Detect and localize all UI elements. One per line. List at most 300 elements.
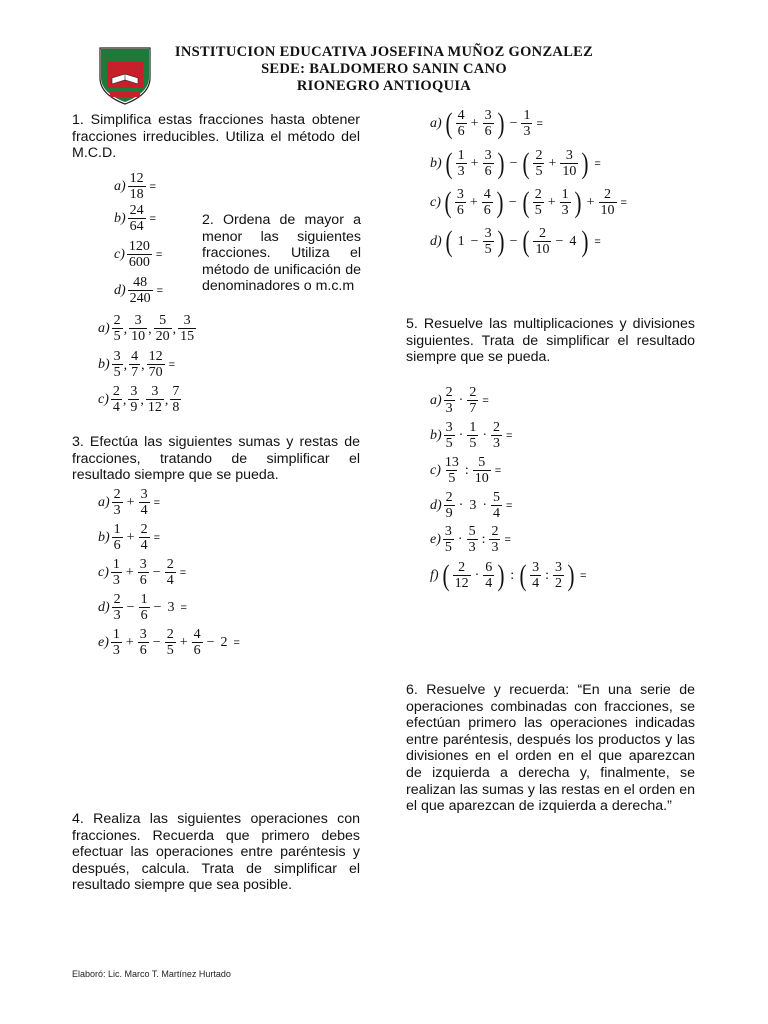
operator: · — [458, 427, 464, 443]
equals-sign: = — [506, 429, 513, 442]
operator: + — [548, 155, 557, 171]
integer: 3 — [469, 497, 477, 513]
comma: , — [122, 393, 127, 408]
numerator: 3 — [183, 313, 191, 328]
equals-sign: = — [594, 157, 601, 170]
comma: , — [123, 358, 128, 373]
exercise-label: a) — [430, 115, 442, 131]
numerator: 13 — [444, 455, 459, 470]
fraction — [112, 487, 123, 518]
fraction — [128, 203, 146, 234]
operator: − — [509, 115, 518, 131]
denominator: 4 — [140, 503, 148, 518]
denominator: 5 — [166, 643, 174, 658]
fraction — [111, 627, 122, 658]
numerator: 4 — [483, 187, 491, 202]
fraction — [111, 557, 122, 588]
fraction — [138, 627, 149, 658]
q5-exercise — [430, 385, 489, 416]
fraction — [111, 384, 122, 415]
parenthesis: ( — [522, 146, 530, 180]
fraction — [138, 557, 149, 588]
numerator: 2 — [534, 187, 542, 202]
denominator: 3 — [523, 124, 531, 139]
parenthesis: ( — [445, 146, 453, 180]
numerator: 2 — [112, 384, 120, 399]
operator: + — [179, 634, 188, 650]
fraction — [128, 384, 139, 415]
numerator: 12 — [129, 171, 144, 186]
operator: + — [470, 155, 479, 171]
parenthesis: ) — [574, 185, 582, 219]
fraction — [453, 560, 471, 591]
denominator: 3 — [468, 540, 476, 555]
denominator: 15 — [180, 329, 195, 344]
numerator: 120 — [128, 239, 150, 254]
operator: + — [469, 194, 478, 210]
q4-exercise — [430, 226, 601, 257]
denominator: 20 — [155, 329, 170, 344]
q5-exercise — [430, 560, 586, 591]
exercise-label: c) — [430, 462, 441, 478]
denominator: 240 — [129, 291, 151, 306]
integer: 4 — [569, 233, 577, 249]
equals-sign: = — [620, 196, 627, 209]
numerator: 3 — [565, 148, 573, 163]
fraction — [112, 313, 123, 344]
exercise-label: d) — [430, 497, 442, 513]
equals-sign: = — [149, 180, 157, 193]
parenthesis: ) — [581, 146, 589, 180]
denominator: 3 — [491, 540, 499, 555]
parenthesis: ( — [445, 106, 453, 140]
exercise-label: a) — [98, 320, 110, 336]
exercise-label: a) — [430, 392, 442, 408]
numerator: 1 — [469, 420, 477, 435]
fraction — [146, 384, 164, 415]
operator: − — [555, 233, 564, 249]
fraction — [521, 108, 532, 139]
denominator: 9 — [445, 506, 453, 521]
denominator: 3 — [445, 401, 453, 416]
fraction — [483, 560, 494, 591]
denominator: 3 — [457, 164, 465, 179]
denominator: 6 — [140, 608, 148, 623]
denominator: 10 — [131, 329, 146, 344]
numerator: 2 — [445, 490, 453, 505]
operator: · — [457, 531, 463, 547]
q5-exercise — [430, 420, 512, 451]
question-3-text: 3. Efectúa las siguientes sumas y restas de fracciones, tratando de simplificar el resultado siempre que se pueda. — [72, 434, 360, 484]
fraction — [599, 187, 617, 218]
denominator: 600 — [128, 255, 150, 270]
numerator: 6 — [485, 560, 493, 575]
operator: : — [510, 567, 515, 583]
exercise-label: b) — [430, 427, 442, 443]
q4-exercise — [430, 108, 543, 139]
school-name: INSTITUCION EDUCATIVA JOSEFINA MUÑOZ GONZALEZ — [174, 44, 594, 60]
equals-sign: = — [149, 212, 157, 225]
numerator: 2 — [469, 385, 477, 400]
denominator: 5 — [113, 365, 121, 380]
denominator: 6 — [193, 643, 201, 658]
comma: , — [172, 322, 177, 337]
denominator: 3 — [113, 608, 121, 623]
denominator: 4 — [140, 538, 148, 553]
fraction — [443, 524, 454, 555]
denominator: 3 — [112, 573, 120, 588]
denominator: 10 — [562, 164, 577, 179]
equals-sign: = — [504, 533, 511, 546]
fraction — [444, 420, 455, 451]
school-branch: SEDE: BALDOMERO SANIN CANO — [261, 61, 507, 77]
numerator: 4 — [193, 627, 201, 642]
denominator: 7 — [131, 365, 139, 380]
question-4-text: 4. Realiza las siguientes operaciones con fracciones. Recuerda que primero debes efectuar las operaciones entre paréntesis y después, calcula. Trata de simplificar el resultado siempre que sea posible. — [72, 811, 360, 894]
exercise-label: c) — [114, 246, 125, 262]
numerator: 3 — [456, 187, 464, 202]
fraction — [553, 560, 564, 591]
denominator: 8 — [172, 400, 180, 415]
operator: − — [152, 564, 161, 580]
numerator: 1 — [523, 108, 531, 123]
operator: : — [545, 567, 550, 583]
numerator: 2 — [538, 226, 546, 241]
denominator: 70 — [148, 365, 163, 380]
operator: · — [482, 497, 488, 513]
numerator: 4 — [131, 349, 139, 364]
question-5-text: 5. Resuelve las multiplicaciones y divisiones siguientes. Trata de simplificar el resultado siempre que se pueda. — [406, 316, 695, 366]
q4-exercise — [430, 187, 627, 218]
denominator: 6 — [113, 538, 121, 553]
fraction — [139, 522, 150, 553]
fraction — [443, 455, 461, 486]
operator: + — [125, 634, 134, 650]
fraction — [444, 490, 455, 521]
numerator: 1 — [140, 592, 148, 607]
operator: + — [586, 194, 595, 210]
denominator: 64 — [129, 219, 144, 234]
equals-sign: = — [168, 358, 176, 371]
numerator: 48 — [133, 275, 148, 290]
comma: , — [148, 322, 152, 337]
denominator: 6 — [457, 124, 465, 139]
q3-exercise — [98, 487, 160, 518]
exercise-label: a) — [98, 494, 110, 510]
author-footer: Elaboró: Lic. Marco T. Martínez Hurtado — [72, 969, 231, 979]
fraction — [165, 557, 176, 588]
fraction — [456, 148, 467, 179]
denominator: 3 — [113, 503, 121, 518]
fraction — [192, 627, 203, 658]
fraction — [178, 313, 196, 344]
numerator: 2 — [166, 557, 174, 572]
parenthesis: ) — [496, 185, 504, 219]
comma: , — [123, 322, 128, 337]
numerator: 3 — [555, 560, 563, 575]
denominator: 4 — [532, 576, 540, 591]
denominator: 6 — [139, 573, 147, 588]
q1-exercise — [114, 203, 156, 234]
q3-exercise — [98, 592, 187, 623]
q5-exercise — [430, 490, 512, 521]
fraction — [473, 455, 491, 486]
numerator: 3 — [445, 420, 453, 435]
operator: · — [474, 567, 480, 583]
parenthesis: ) — [497, 558, 505, 592]
equals-sign: = — [594, 235, 601, 248]
exercise-label: d) — [430, 233, 442, 249]
operator: − — [206, 634, 215, 650]
school-city: RIONEGRO ANTIOQUIA — [296, 78, 472, 94]
denominator: 6 — [483, 203, 491, 218]
denominator: 5 — [444, 540, 452, 555]
exercise-label: c) — [98, 391, 109, 407]
operator: − — [152, 634, 161, 650]
numerator: 1 — [112, 557, 120, 572]
fraction — [483, 148, 494, 179]
q1-exercise — [114, 171, 156, 202]
exercise-label: e) — [98, 634, 109, 650]
integer: 1 — [457, 233, 465, 249]
fraction — [444, 385, 455, 416]
numerator: 5 — [478, 455, 486, 470]
denominator: 5 — [534, 203, 542, 218]
question-6-text: 6. Resuelve y recuerda: “En una serie de operaciones combinadas con fracciones, se efectúan primero las operaciones indicadas entre paréntesis, después los productos y las divisiones en el orden en el que aparezcan de izquierda a derecha y, finalmente, se realizan las sumas y las restas en el orden en el que aparezcan de izquierda a derecha.” — [406, 682, 695, 815]
denominator: 4 — [485, 576, 493, 591]
exercise-label: c) — [98, 564, 109, 580]
numerator: 3 — [532, 560, 540, 575]
equals-sign: = — [536, 117, 543, 130]
fraction — [489, 524, 500, 555]
equals-sign: = — [155, 248, 163, 261]
fraction — [128, 275, 153, 306]
denominator: 5 — [448, 471, 456, 486]
numerator: 3 — [113, 349, 121, 364]
denominator: 6 — [484, 124, 492, 139]
parenthesis: ( — [522, 224, 530, 258]
q1-exercise — [114, 275, 163, 306]
numerator: 3 — [484, 148, 492, 163]
operator: : — [464, 462, 469, 478]
operator: − — [470, 233, 479, 249]
denominator: 12 — [147, 400, 162, 415]
parenthesis: ( — [519, 558, 527, 592]
q3-exercise — [98, 557, 186, 588]
numerator: 3 — [151, 384, 159, 399]
denominator: 12 — [454, 576, 469, 591]
denominator: 4 — [493, 506, 501, 521]
fraction — [154, 313, 172, 344]
q1-exercise — [114, 239, 162, 270]
numerator: 3 — [484, 108, 492, 123]
denominator: 4 — [112, 400, 120, 415]
q2-exercise — [98, 313, 197, 344]
fraction — [112, 349, 123, 380]
exercise-label: a) — [114, 178, 126, 194]
operator: + — [126, 529, 135, 545]
fraction — [455, 187, 466, 218]
numerator: 1 — [457, 148, 465, 163]
numerator: 2 — [445, 385, 453, 400]
equals-sign: = — [494, 464, 502, 477]
fraction — [482, 187, 493, 218]
fraction — [560, 148, 578, 179]
exercise-label: b) — [98, 356, 110, 372]
operator: + — [470, 115, 479, 131]
numerator: 5 — [468, 524, 476, 539]
fraction — [467, 524, 478, 555]
denominator: 5 — [469, 436, 477, 451]
parenthesis: ( — [445, 224, 453, 258]
integer: 3 — [167, 599, 175, 615]
fraction — [533, 187, 544, 218]
q3-exercise — [98, 522, 160, 553]
fraction — [139, 592, 150, 623]
fraction — [129, 349, 140, 380]
fraction — [112, 592, 123, 623]
fraction — [129, 313, 147, 344]
numerator: 12 — [148, 349, 163, 364]
operator: + — [547, 194, 556, 210]
numerator: 2 — [113, 487, 121, 502]
numerator: 2 — [140, 522, 148, 537]
numerator: 3 — [444, 524, 452, 539]
parenthesis: ( — [522, 185, 530, 219]
equals-sign: = — [156, 284, 164, 297]
operator: + — [126, 494, 135, 510]
operator: : — [481, 531, 486, 547]
denominator: 10 — [600, 203, 615, 218]
numerator: 2 — [493, 420, 501, 435]
operator: + — [125, 564, 134, 580]
parenthesis: ) — [497, 106, 505, 140]
numerator: 2 — [113, 313, 121, 328]
q2-exercise — [98, 384, 182, 415]
denominator: 7 — [469, 401, 477, 416]
fraction — [533, 148, 544, 179]
denominator: 9 — [130, 400, 138, 415]
fraction — [456, 108, 467, 139]
q2-exercise — [98, 349, 175, 380]
fraction — [483, 226, 494, 257]
exercise-label: e) — [430, 531, 441, 547]
operator: · — [458, 497, 464, 513]
operator: − — [126, 599, 135, 615]
numerator: 2 — [604, 187, 612, 202]
equals-sign: = — [580, 569, 587, 582]
q3-exercise — [98, 627, 240, 658]
denominator: 3 — [493, 436, 501, 451]
comma: , — [164, 393, 169, 408]
fraction — [147, 349, 165, 380]
exercise-label: b) — [114, 210, 126, 226]
exercise-label: f) — [430, 567, 439, 583]
equals-sign: = — [180, 601, 187, 614]
fraction — [491, 490, 502, 521]
equals-sign: = — [179, 566, 187, 579]
fraction — [533, 226, 551, 257]
parenthesis: ) — [567, 558, 575, 592]
fraction — [530, 560, 541, 591]
fraction — [128, 171, 146, 202]
fraction — [483, 108, 494, 139]
numerator: 3 — [130, 384, 138, 399]
denominator: 5 — [535, 164, 543, 179]
fraction — [165, 627, 176, 658]
fraction — [139, 487, 150, 518]
fraction — [491, 420, 502, 451]
numerator: 3 — [484, 226, 492, 241]
parenthesis: ) — [497, 224, 505, 258]
school-logo — [96, 44, 154, 106]
denominator: 5 — [445, 436, 453, 451]
denominator: 4 — [166, 573, 174, 588]
question-2-text: 2. Ordena de mayor a menor las siguientes fracciones. Utiliza el método de unificación de denominadores o m.c.m — [202, 212, 361, 295]
numerator: 3 — [139, 627, 147, 642]
operator: − — [509, 155, 518, 171]
parenthesis: ) — [497, 146, 505, 180]
fraction — [112, 522, 123, 553]
denominator: 18 — [129, 187, 144, 202]
numerator: 24 — [129, 203, 144, 218]
equals-sign: = — [153, 531, 161, 544]
denominator: 2 — [555, 576, 563, 591]
denominator: 6 — [484, 164, 492, 179]
fraction — [560, 187, 571, 218]
parenthesis: ( — [442, 558, 450, 592]
exercise-label: d) — [114, 282, 126, 298]
operator: · — [458, 392, 464, 408]
question-1-text: 1. Simplifica estas fracciones hasta obtener fracciones irreducibles. Utiliza el método del M.C.D. — [72, 112, 360, 162]
equals-sign: = — [153, 496, 161, 509]
numerator: 5 — [493, 490, 501, 505]
equals-sign: = — [506, 499, 513, 512]
comma: , — [141, 358, 145, 373]
equals-sign: = — [233, 636, 240, 649]
integer: 2 — [220, 634, 228, 650]
numerator: 4 — [457, 108, 465, 123]
denominator: 3 — [112, 643, 120, 658]
operator: · — [482, 427, 488, 443]
fraction — [127, 239, 152, 270]
parenthesis: ) — [581, 224, 589, 258]
denominator: 3 — [561, 203, 569, 218]
numerator: 2 — [458, 560, 466, 575]
fraction — [467, 420, 478, 451]
numerator: 2 — [113, 592, 121, 607]
numerator: 3 — [139, 557, 147, 572]
fraction — [170, 384, 181, 415]
denominator: 5 — [484, 242, 492, 257]
operator: − — [508, 194, 517, 210]
parenthesis: ( — [444, 185, 452, 219]
numerator: 2 — [166, 627, 174, 642]
q4-exercise — [430, 148, 601, 179]
exercise-label: b) — [98, 529, 110, 545]
numerator: 3 — [134, 313, 142, 328]
numerator: 3 — [140, 487, 148, 502]
denominator: 6 — [456, 203, 464, 218]
numerator: 1 — [561, 187, 569, 202]
q5-exercise — [430, 524, 511, 555]
numerator: 7 — [172, 384, 180, 399]
denominator: 5 — [113, 329, 121, 344]
numerator: 5 — [159, 313, 167, 328]
exercise-label: b) — [430, 155, 442, 171]
exercise-label: c) — [430, 194, 441, 210]
numerator: 1 — [112, 627, 120, 642]
